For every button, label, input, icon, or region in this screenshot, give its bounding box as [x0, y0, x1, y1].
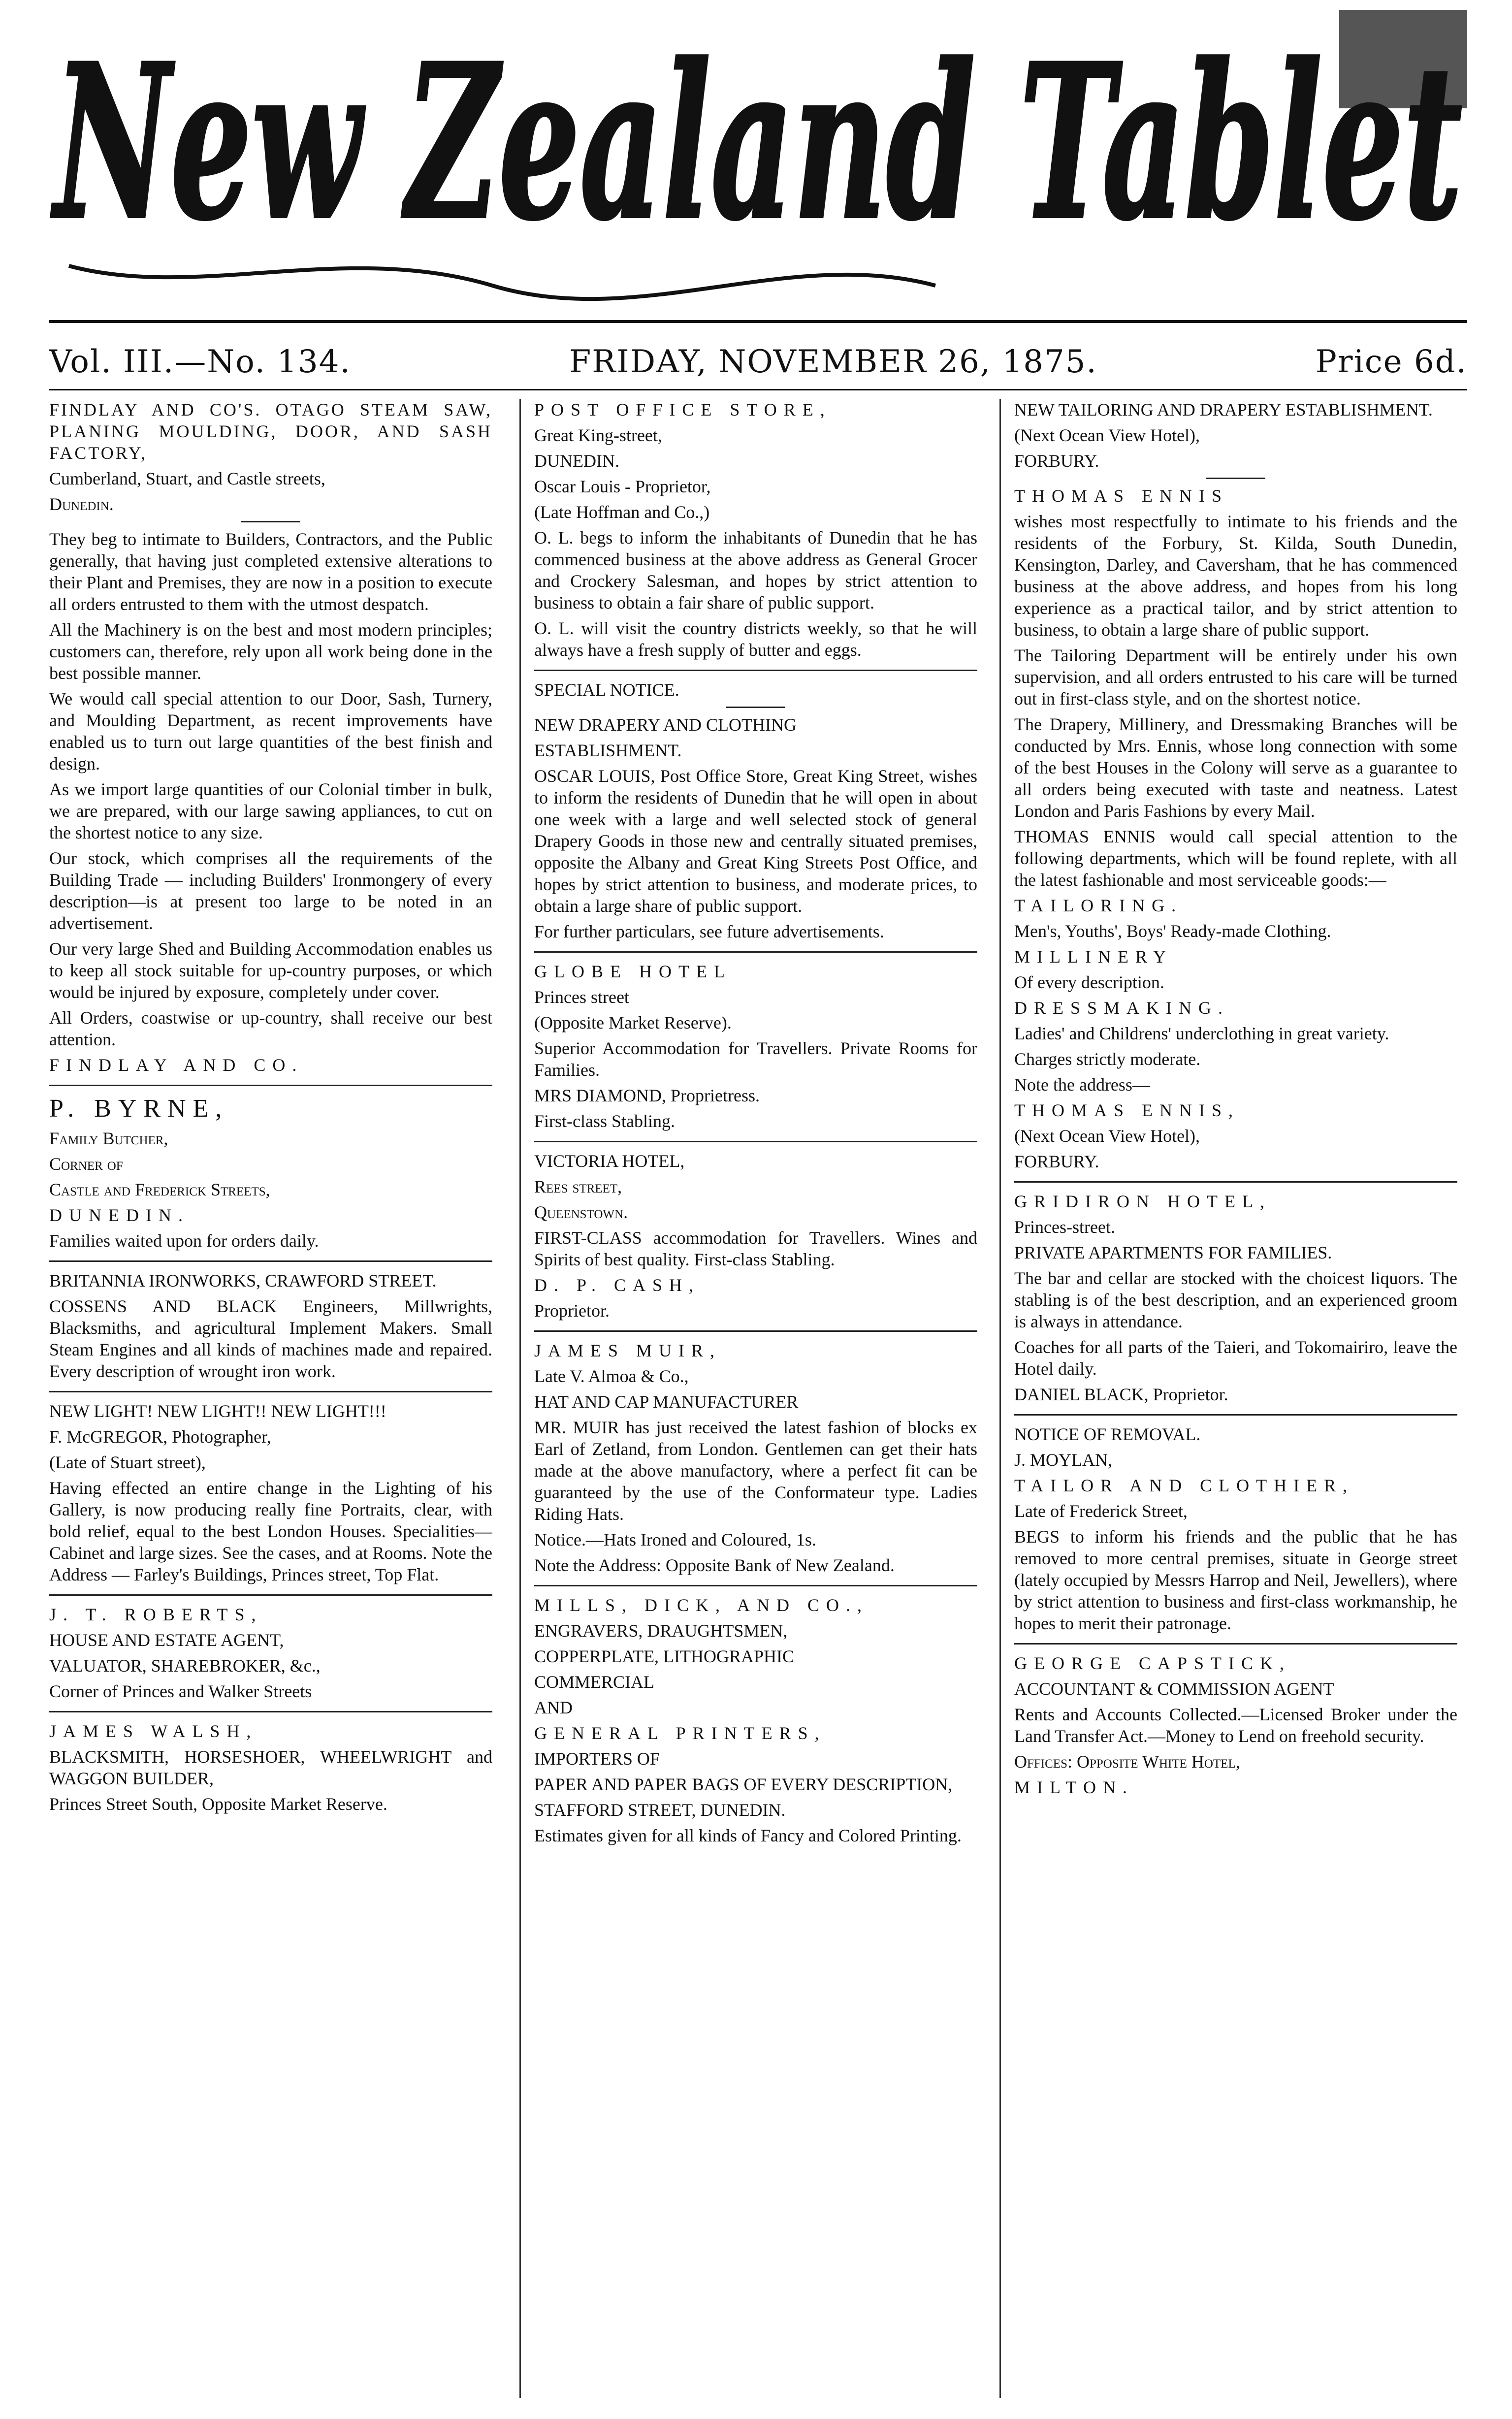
- ad-paragraph: O. L. will visit the country districts weekly, so that he will always have a fresh supply of butter and eggs.: [534, 618, 977, 660]
- divider: [49, 1391, 492, 1392]
- column-divider: [999, 399, 1001, 2398]
- column-3: [1014, 399, 1457, 2398]
- ad-trade: ACCOUNTANT & COMMISSION AGENT: [1014, 1679, 1334, 1699]
- issue-volume: Vol. III.—No. 134.: [49, 344, 351, 380]
- ad-mcgregor: [49, 1400, 492, 1585]
- divider: [49, 1085, 492, 1086]
- ad-city: DUNEDIN.: [534, 451, 619, 471]
- ad-body: BEGS to inform his friends and the public that he has removed to more central premises, situate in George street (lately occupied by Messrs Harrop and Neil, Jewellers), where by strict attention to business and first-class workmanship, he hopes to merit their patronage.: [1014, 1527, 1457, 1633]
- ad-paragraph: Our very large Shed and Building Accommodation enables us to keep all stock suitable for up-country purposes, or which would be injured by exposure, completely under cover.: [49, 939, 492, 1002]
- issue-price: Price 6d.: [1315, 344, 1467, 380]
- ad-paragraph: All Orders, coastwise or up-country, shall receive our best attention.: [49, 1008, 492, 1049]
- ad-owner: MRS DIAMOND, Proprietress.: [534, 1086, 760, 1105]
- ad-heading: NEW LIGHT! NEW LIGHT!! NEW LIGHT!!!: [49, 1401, 386, 1421]
- ad-name: F. McGREGOR, Photographer,: [49, 1427, 271, 1447]
- ad-paragraph: O. L. begs to inform the inhabitants of Dunedin that he has commenced business at the above address as General Grocer and Crockery Salesman, and hopes by strict attention to business to obtain a fair share of public support.: [534, 528, 977, 613]
- ad-signature: (Next Ocean View Hotel),: [1014, 1126, 1200, 1146]
- ad-address: Corner of Princes and Walker Streets: [49, 1681, 312, 1701]
- issue-date: FRIDAY, NOVEMBER 26, 1875.: [569, 344, 1097, 380]
- ad-paragraph: As we import large quantities of our Colonial timber in bulk, we are prepared, with our large sawing appliances, to cut on the shortest notice to any size.: [49, 779, 492, 842]
- ad-heading: FINDLAY AND CO'S. OTAGO STEAM SAW, PLANING MOULDING, DOOR, AND SASH FACTORY,: [49, 400, 492, 463]
- ad-line: AND: [534, 1698, 573, 1717]
- ad-paragraph: The Drapery, Millinery, and Dressmaking Branches will be conducted by Mrs. Ennis, whose long connection with some of the best Houses in the Colony will serve as a guarantee to all orders being executed with taste and neatness. Latest London and Paris Fashions by every Mail.: [1014, 714, 1457, 821]
- column-1: [49, 399, 492, 2398]
- ad-notice: Notice.—Hats Ironed and Coloured, 1s.: [534, 1530, 816, 1549]
- ad-stabling: First-class Stabling.: [534, 1111, 675, 1131]
- divider: [1014, 1414, 1457, 1416]
- ad-paragraph: They beg to intimate to Builders, Contractors, and the Public generally, that having just completed extensive alterations to their Plant and Premises, they are now in a position to execute all orders entrusted to them with the utmost despatch.: [49, 529, 492, 614]
- ad-heading: NEW TAILORING AND DRAPERY ESTABLISHMENT.: [1014, 400, 1433, 419]
- ad-body: OSCAR LOUIS, Post Office Store, Great King Street, wishes to inform the residents of Dunedin that he will open in about one week with a large and well selected stock of general Drapery Goods in those new and centrally situated premises, opposite the Albany and Great King Streets Post Office, and hopes by strict attention to business, and moderate prices, to obtain a large share of public support.: [534, 766, 977, 916]
- ad-signature: FORBURY.: [1014, 1152, 1099, 1171]
- ad-late: (Late of Stuart street),: [49, 1452, 206, 1472]
- ad-line: PAPER AND PAPER BAGS OF EVERY DESCRIPTION,: [534, 1774, 953, 1794]
- ad-trade: Family Butcher,: [49, 1129, 168, 1148]
- ad-line: COPPERPLATE, LITHOGRAPHIC: [534, 1646, 795, 1666]
- ad-heading: VICTORIA HOTEL,: [534, 1151, 685, 1171]
- ad-department-note: Men's, Youths', Boys' Ready-made Clothing.: [1014, 921, 1331, 941]
- ad-more: For further particulars, see future advertisements.: [534, 922, 884, 941]
- ad-victoria-hotel: [534, 1150, 977, 1322]
- ad-city: DUNEDIN.: [49, 1205, 190, 1225]
- ad-body: Having effected an entire change in the Lighting of his Gallery, is now producing really fine Portraits, clear, with bold relief, equal to the best London Houses. Specialities—Cabinet and large sizes. See the cases, and at Rooms. Note the Address — Farley's Buildings, Princes street, Top Flat.: [49, 1478, 492, 1584]
- ad-globe-hotel: [534, 961, 977, 1132]
- ad-line: ESTABLISHMENT.: [534, 741, 682, 760]
- ad-late: (Late Hoffman and Co.,): [534, 502, 710, 522]
- ad-note: Families waited upon for orders daily.: [49, 1231, 319, 1251]
- ad-mills-dick: [534, 1594, 977, 1846]
- column-2: [534, 399, 977, 2398]
- divider: [534, 670, 977, 671]
- ad-street: Great King-street,: [534, 425, 662, 445]
- ad-line: NEW DRAPERY AND CLOTHING: [534, 715, 797, 735]
- divider: [49, 1594, 492, 1596]
- ad-line: GENERAL PRINTERS,: [534, 1723, 826, 1743]
- ad-line: ENGRAVERS, DRAUGHTSMEN,: [534, 1621, 788, 1641]
- ad-line: COMMERCIAL: [534, 1672, 655, 1692]
- ad-department: MILLINERY: [1014, 947, 1173, 967]
- ad-street: Princes street: [534, 987, 629, 1007]
- divider: [49, 1711, 492, 1712]
- divider: [534, 951, 977, 953]
- ad-paragraph: wishes most respectfully to intimate to his friends and the residents of the Forbury, St. Kilda, South Dunedin, Kensington, Darley, and Caversham, that he has commenced business at the above address, and hopes from his long experience as a practical tailor, and by strict attention to business, to obtain a large share of public support.: [1014, 512, 1457, 640]
- ad-department: TAILORING.: [1014, 896, 1183, 915]
- divider: [726, 707, 785, 708]
- masthead-title-graphic: [49, 10, 1467, 310]
- ad-trade: HAT AND CAP MANUFACTURER: [534, 1392, 799, 1412]
- ad-post-office-store: [534, 399, 977, 661]
- ad-thomas-ennis: [1014, 399, 1457, 1172]
- ad-body: MR. MUIR has just received the latest fashion of blocks ex Earl of Zetland, from London. Gentlemen can get their hats made at the above manufactory, where a perfect fit can be guaranteed by the use of the Conformateur type. Ladies Riding Hats.: [534, 1418, 977, 1524]
- issue-rule: [49, 389, 1467, 390]
- ad-department-note: Charges strictly moderate.: [1014, 1049, 1201, 1069]
- ad-offices: Offices: Opposite White Hotel,: [1014, 1752, 1240, 1772]
- ad-walsh: [49, 1720, 492, 1815]
- ad-heading: BRITANNIA IRONWORKS, CRAWFORD STREET.: [49, 1271, 437, 1290]
- ad-streets: Castle and Frederick Streets,: [49, 1180, 270, 1199]
- masthead-flourish: [69, 266, 935, 299]
- ad-trade: HOUSE AND ESTATE AGENT,: [49, 1630, 284, 1650]
- ad-heading: P. BYRNE,: [49, 1095, 229, 1123]
- ad-late: Late V. Almoa & Co.,: [534, 1366, 689, 1386]
- ad-body: COSSENS AND BLACK Engineers, Millwrights, Blacksmiths, and agricultural Implement Makers. Small Steam Engines and all kinds of machines made and repaired. Every description of wrought iron work.: [49, 1296, 492, 1381]
- divider: [534, 1141, 977, 1142]
- column-divider: [519, 399, 521, 2398]
- ad-street: Rees street,: [534, 1177, 622, 1196]
- ad-james-muir: [534, 1340, 977, 1576]
- ad-paragraph: Our stock, which comprises all the requirements of the Building Trade — including Builders' Ironmongery of every description—is at present too large to be noted in an advertisement.: [49, 848, 492, 933]
- ad-heading: GEORGE CAPSTICK,: [1014, 1653, 1291, 1673]
- ad-line: STAFFORD STREET, DUNEDIN.: [534, 1800, 786, 1820]
- ad-capstick: [1014, 1652, 1457, 1798]
- ad-body: Superior Accommodation for Travellers. Private Rooms for Families.: [534, 1038, 977, 1080]
- ad-signature: THOMAS ENNIS,: [1014, 1100, 1240, 1120]
- ad-name: THOMAS ENNIS: [1014, 486, 1229, 506]
- ad-town: MILTON.: [1014, 1777, 1134, 1797]
- ad-paragraph: The bar and cellar are stocked with the choicest liquors. The stabling is of the best description, and an experienced groom is always in attendance.: [1014, 1268, 1457, 1331]
- ad-department: DRESSMAKING.: [1014, 998, 1230, 1018]
- ad-address: Note the Address: Opposite Bank of New Zealand.: [534, 1555, 895, 1575]
- ad-line: IMPORTERS OF: [534, 1749, 660, 1769]
- ad-heading: MILLS, DICK, AND CO.,: [534, 1595, 869, 1615]
- ad-heading: GLOBE HOTEL: [534, 962, 732, 981]
- ad-paragraph: THOMAS ENNIS would call special attention to the following departments, which will be found replete, with all the latest fashionable and most serviceable goods:—: [1014, 827, 1457, 890]
- ad-place: FORBURY.: [1014, 451, 1099, 471]
- ad-trade: BLACKSMITH, HORSESHOER, WHEELWRIGHT and WAGGON BUILDER,: [49, 1747, 492, 1788]
- issue-line: [49, 340, 1467, 384]
- ad-findlay: [49, 399, 492, 1076]
- ad-department-note: Ladies' and Childrens' underclothing in great variety.: [1014, 1024, 1389, 1043]
- ad-proprietor: Oscar Louis - Proprietor,: [534, 477, 711, 496]
- divider: [1014, 1181, 1457, 1183]
- divider: [534, 1585, 977, 1586]
- divider: [534, 1330, 977, 1332]
- ad-paragraph: We would call special attention to our Door, Sash, Turnery, and Moulding Department, as recent improvements have enabled us to turn out large quantities of the best finish and design.: [49, 689, 492, 774]
- ad-title: NOTICE OF REMOVAL.: [1014, 1424, 1201, 1444]
- ad-removal: [1014, 1423, 1457, 1634]
- ad-body: Rents and Accounts Collected.—Licensed Broker under the Land Transfer Act.—Money to Lend on freehold security.: [1014, 1705, 1457, 1746]
- ad-address: Princes Street South, Opposite Market Reserve.: [49, 1794, 387, 1814]
- ad-next: (Next Ocean View Hotel),: [1014, 425, 1200, 445]
- ad-trade: TAILOR AND CLOTHIER,: [1014, 1476, 1354, 1495]
- ad-body: FIRST-CLASS accommodation for Travellers. Wines and Spirits of best quality. First-class Stabling.: [534, 1228, 977, 1269]
- ad-note: Note the address—: [1014, 1075, 1150, 1095]
- ad-roberts: [49, 1604, 492, 1702]
- ad-paragraph: The Tailoring Department will be entirely under his own supervision, and all orders entrusted to his care will be turned out in first-class style, and on the shortest notice.: [1014, 645, 1457, 709]
- ad-title: SPECIAL NOTICE.: [534, 680, 679, 700]
- ad-city: Dunedin.: [49, 494, 114, 514]
- ad-heading: GRIDIRON HOTEL,: [1014, 1192, 1271, 1211]
- ad-street: Princes-street.: [1014, 1217, 1115, 1237]
- ad-heading: POST OFFICE STORE,: [534, 400, 832, 419]
- ad-trade: VALUATOR, SHAREBROKER, &c.,: [49, 1656, 321, 1676]
- ad-role: Proprietor.: [534, 1301, 610, 1321]
- ad-paragraph: Coaches for all parts of the Taieri, and Tokomairiro, leave the Hotel daily.: [1014, 1337, 1457, 1379]
- ad-late: Late of Frederick Street,: [1014, 1501, 1188, 1521]
- ad-special-notice: [534, 679, 977, 942]
- ad-signature: FINDLAY AND CO.: [49, 1055, 304, 1075]
- masthead-rule: [49, 320, 1467, 323]
- masthead-title: New Zealand Tablet: [50, 18, 1462, 267]
- ad-name: J. MOYLAN,: [1014, 1450, 1113, 1470]
- ad-gridiron-hotel: [1014, 1191, 1457, 1405]
- divider: [49, 1260, 492, 1262]
- divider: [1014, 1643, 1457, 1645]
- ad-heading: JAMES WALSH,: [49, 1721, 258, 1741]
- ad-paragraph: All the Machinery is on the best and most modern principles; customers can, therefore, rely upon all work being done in the best possible manner.: [49, 620, 492, 683]
- ad-byrne: [49, 1094, 492, 1252]
- ad-line: Estimates given for all kinds of Fancy and Colored Printing.: [534, 1826, 962, 1845]
- ad-owner: DANIEL BLACK, Proprietor.: [1014, 1385, 1228, 1404]
- ad-town: Queenstown.: [534, 1202, 628, 1222]
- ad-sub: PRIVATE APARTMENTS FOR FAMILIES.: [1014, 1243, 1332, 1262]
- ad-heading: JAMES MUIR,: [534, 1341, 722, 1360]
- ad-corner: Corner of: [49, 1154, 123, 1174]
- divider: [1206, 478, 1265, 479]
- ad-department-note: Of every description.: [1014, 972, 1164, 992]
- ad-address: Cumberland, Stuart, and Castle streets,: [49, 469, 325, 488]
- divider: [241, 521, 300, 522]
- masthead: [49, 10, 1467, 310]
- ad-opposite: (Opposite Market Reserve).: [534, 1013, 732, 1032]
- ad-britannia: [49, 1270, 492, 1382]
- ad-heading: J. T. ROBERTS,: [49, 1605, 263, 1624]
- ad-owner: D. P. CASH,: [534, 1275, 701, 1295]
